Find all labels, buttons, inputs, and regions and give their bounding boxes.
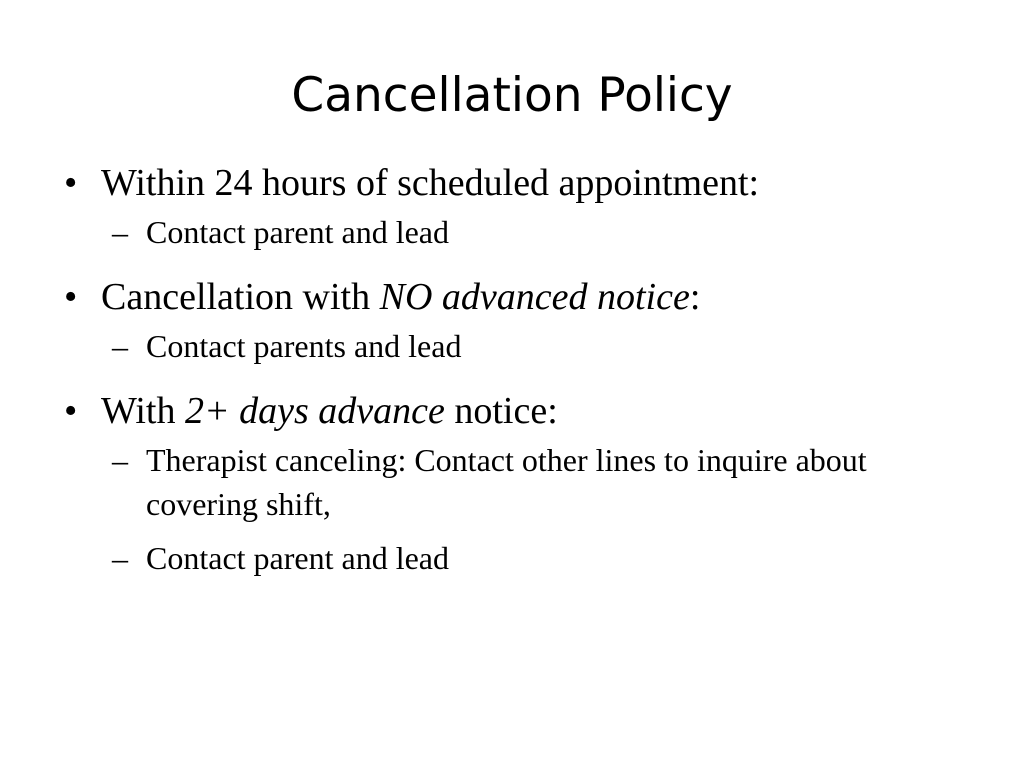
bullet-item-advance-notice (60, 388, 960, 434)
bullet-text-suffix: : (689, 276, 701, 318)
sub-bullet-item (60, 438, 946, 526)
dash-icon: – (112, 442, 128, 478)
bullet-text-italic: 2+ days advance (184, 390, 445, 432)
bullet-text: Within 24 hours of scheduled appointment: (101, 162, 760, 204)
sub-bullet-item (60, 210, 946, 254)
slide-body (60, 160, 960, 580)
sub-bullet-text: Contact parent and lead (146, 540, 449, 576)
sub-bullet-text: Therapist canceling: Contact other lines to inquire about covering shift, (146, 442, 867, 522)
bullet-text-italic: NO advanced notice (379, 276, 690, 318)
dash-icon: – (112, 540, 128, 576)
sub-bullet-item (60, 324, 946, 368)
bullet-dot-icon: • (64, 162, 78, 204)
sub-bullet-text: Contact parent and lead (146, 214, 449, 250)
bullet-text-suffix: notice: (444, 390, 558, 432)
bullet-text-plain: With (101, 390, 185, 432)
sub-bullet-text: Contact parents and lead (146, 328, 462, 364)
dash-icon: – (112, 328, 128, 364)
bullet-text (101, 276, 700, 318)
bullet-item-no-advanced-notice (60, 274, 960, 320)
bullet-dot-icon: • (64, 276, 78, 318)
bullet-item-within-24-hours (60, 160, 960, 206)
bullet-text-plain: Cancellation with (101, 276, 380, 318)
dash-icon: – (112, 214, 128, 250)
bullet-text (101, 390, 558, 432)
sub-bullet-item (60, 536, 946, 580)
bullet-dot-icon: • (64, 390, 78, 432)
slide-title: Cancellation Policy (291, 68, 733, 123)
